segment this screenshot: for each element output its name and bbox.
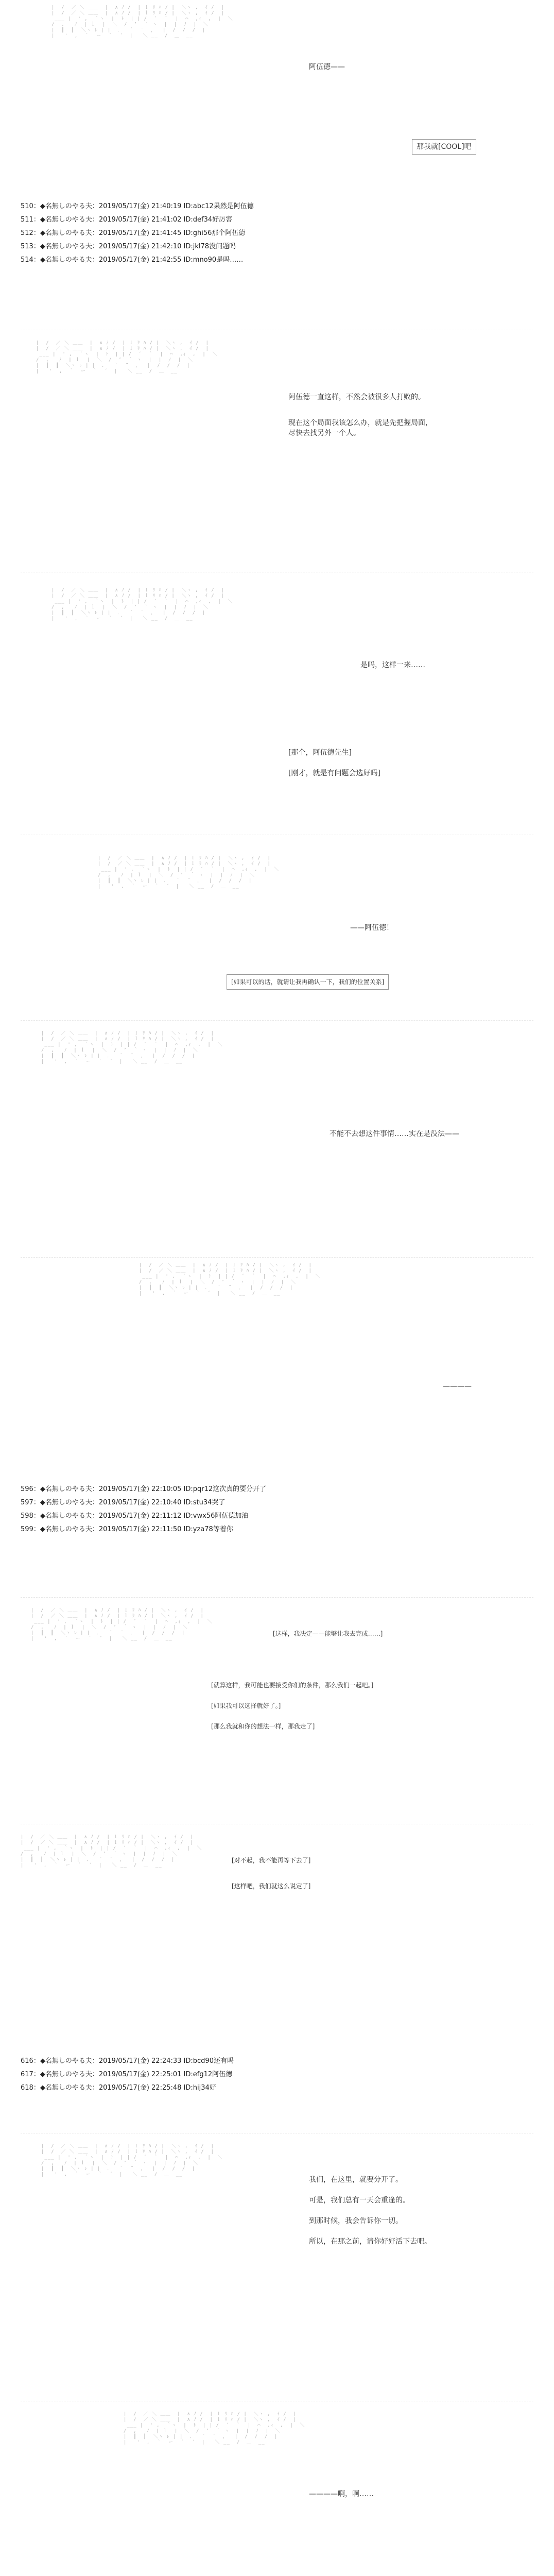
comment: 618：◆名無しのやる夫：2019/05/17(金) 22:25:48 ID:hij34好	[21, 2084, 216, 2092]
dialogue: 我们，在这里，就要分开了。	[309, 2176, 403, 2184]
ascii-art-2	[36, 341, 263, 562]
scene-3	[21, 572, 533, 835]
scene-1	[21, 0, 533, 196]
scene-8	[21, 1824, 533, 2041]
ascii-art-9	[41, 2144, 268, 2391]
scene-6	[21, 1257, 533, 1474]
comment: 598：◆名無しのやる夫：2019/05/17(金) 22:11:12 ID:vwx56阿伍德加油	[21, 1512, 249, 1520]
dialogue-boxed: 那我就[COOL]吧	[412, 139, 476, 155]
comment: 599：◆名無しのやる夫：2019/05/17(金) 22:11:50 ID:yza78等着你	[21, 1526, 233, 1533]
dialogue: [那么我就和你的想法一样，那我走了]	[211, 1723, 315, 1730]
comment: 616：◆名無しのやる夫：2019/05/17(金) 22:24:33 ID:bcd90还有吗	[21, 2057, 234, 2065]
comment-block-1	[21, 201, 391, 268]
ascii-art-8	[21, 1835, 216, 2036]
ascii-art-3	[51, 588, 247, 825]
dialogue: ————啊，啊……	[309, 2490, 374, 2498]
dialogue: ————	[443, 1382, 472, 1391]
dialogue: [就算这样，我可能也要接受你们的条件，那么我们一起吧。]	[211, 1682, 374, 1689]
dialogue: [那个，阿伍德先生]	[288, 749, 352, 757]
scene-4	[21, 835, 533, 1021]
comment-block-2	[21, 1484, 391, 1537]
dialogue: [刚才，就是有问题会选好吗]	[288, 769, 380, 777]
comment: 596：◆名無しのやる夫：2019/05/17(金) 22:10:05 ID:pqr12这次真的要分开了	[21, 1485, 267, 1493]
scene-10	[21, 2401, 533, 2576]
scene-9	[21, 2133, 533, 2401]
dialogue: [这样吧，我们就这么说定了]	[232, 1883, 311, 1890]
comment: 513：◆名無しのやる夫：2019/05/17(金) 21:42:10 ID:jkl78没问题吗	[21, 243, 236, 250]
dialogue-boxed: [如果可以的话，就请让我再确认一下，我们的位置关系]	[227, 974, 389, 990]
dialogue: 阿伍德一直这样，不然会被很多人打败的。	[288, 393, 425, 401]
comment: 514：◆名無しのやる夫：2019/05/17(金) 21:42:55 ID:mno90是吗……	[21, 256, 244, 264]
dialogue: [这样，我决定——能够让我去完成……]	[273, 1630, 383, 1637]
comment: 617：◆名無しのやる夫：2019/05/17(金) 22:25:01 ID:efg12阿伍德	[21, 2071, 233, 2078]
comment-block-3	[21, 2056, 391, 2096]
comment: 510：◆名無しのやる夫：2019/05/17(金) 21:40:19 ID:abc12果然是阿伍德	[21, 202, 254, 210]
dialogue: 可是，我们总有一天会重逢的。	[309, 2196, 410, 2205]
dialogue: 阿伍德——	[309, 63, 345, 71]
dialogue: 所以，在那之前，请你好好活下去吧。	[309, 2238, 431, 2246]
dialogue: ——阿伍德！	[350, 924, 393, 932]
dialogue: 不能不去想这件事情……实在是没法——	[330, 1130, 459, 1138]
scene-7	[21, 1597, 533, 1824]
ascii-art-7	[31, 1608, 237, 1819]
dialogue: [如果我可以选择就好了。]	[211, 1702, 281, 1709]
comment: 511：◆名無しのやる夫：2019/05/17(金) 21:41:02 ID:def34好厉害	[21, 216, 233, 224]
dialogue: 现在这个局面我该怎么办，就是先把握局面， 尽快去找另外一个人。	[288, 419, 432, 437]
scene-2	[21, 330, 533, 572]
ascii-art-6	[139, 1263, 407, 1469]
comment: 597：◆名無しのやる夫：2019/05/17(金) 22:10:40 ID:stu34哭了	[21, 1499, 226, 1506]
comment: 512：◆名無しのやる夫：2019/05/17(金) 21:41:45 ID:ghi56那个阿伍德	[21, 229, 246, 237]
dialogue: 到那时候，我会告诉你一切。	[309, 2217, 403, 2225]
ascii-art-5	[41, 1031, 278, 1252]
ascii-art-1	[51, 5, 268, 191]
dialogue: 是吗，这样一来……	[360, 661, 425, 669]
dialogue: [对不起，我不能再等下去了]	[232, 1857, 311, 1864]
scene-5	[21, 1020, 533, 1258]
